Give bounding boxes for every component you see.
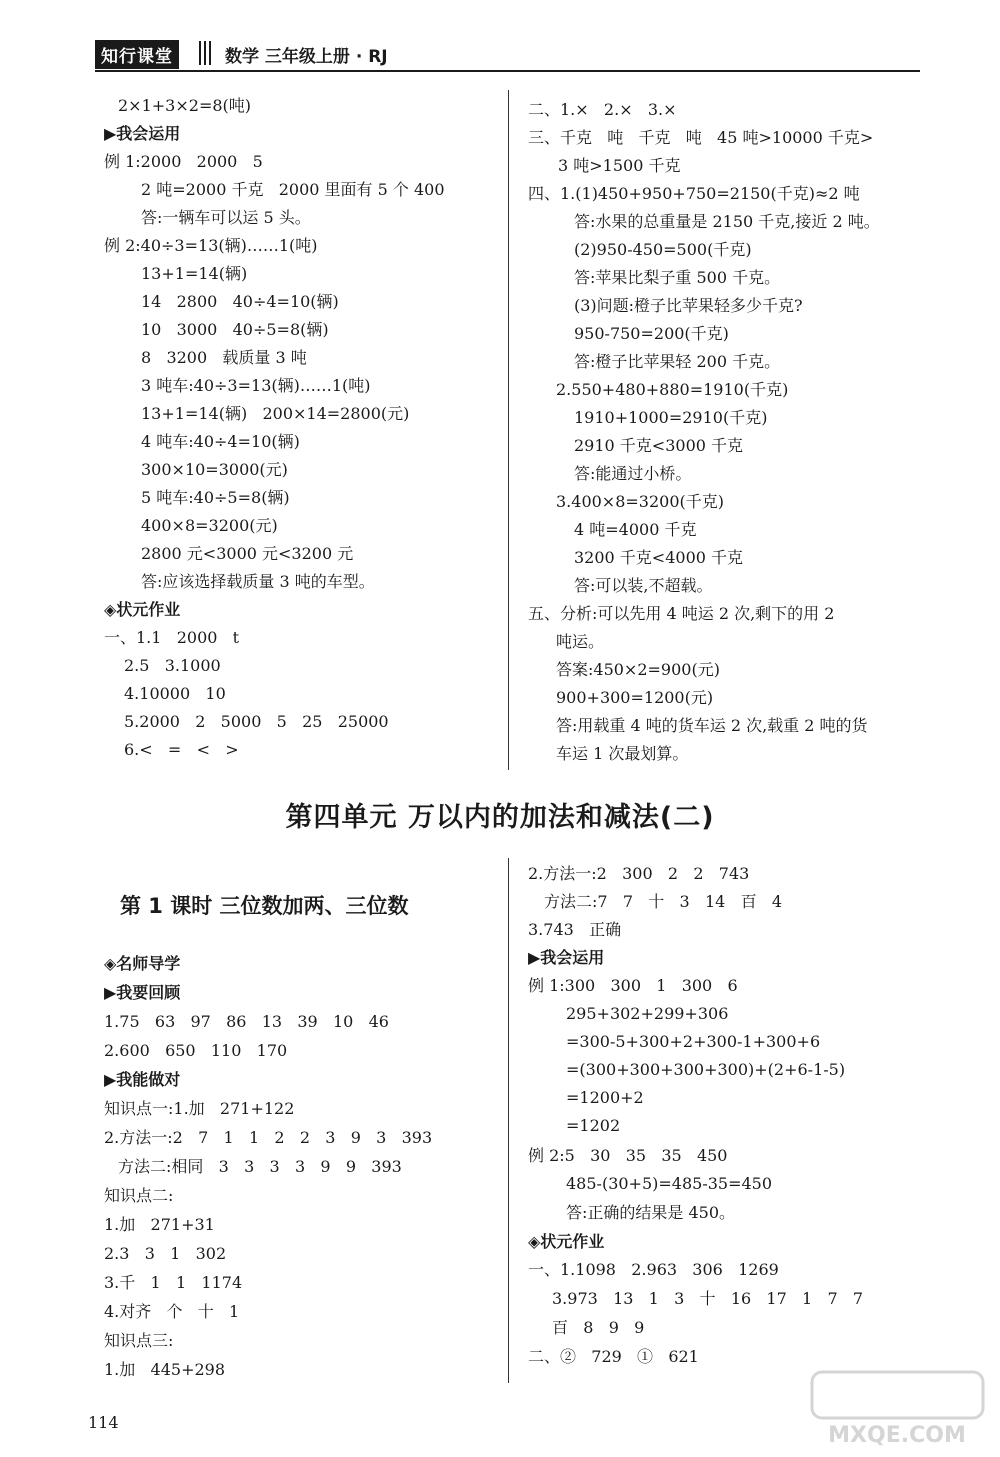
answer-line: 13+1=14(辆) 200×14=2800(元) <box>141 404 410 423</box>
column-divider-top <box>508 90 509 770</box>
answer-line: 1.加 271+31 <box>104 1215 215 1234</box>
answer-line: (3)问题:橙子比苹果轻多少千克? <box>574 296 803 315</box>
answer-line: 10 3000 40÷5=8(辆) <box>141 320 329 339</box>
answer-line: =300-5+300+2+300-1+300+6 <box>566 1032 821 1051</box>
answer-line: 2.3 3 1 302 <box>104 1244 227 1263</box>
answer-line: 一、1.1 2000 t <box>104 628 240 647</box>
section-heading: ◈状元作业 <box>104 600 181 619</box>
answer-line: 6.< = < > <box>124 740 239 759</box>
answer-line: 4.对齐 个 十 1 <box>104 1302 240 1321</box>
answer-line: 3 吨车:40÷3=13(辆)……1(吨) <box>141 376 371 395</box>
answer-line: 5 吨车:40÷5=8(辆) <box>141 488 290 507</box>
answer-line: 答:橙子比苹果轻 200 千克。 <box>574 352 781 371</box>
unit-title: 第四单元 万以内的加法和减法(二) <box>285 802 715 833</box>
answer-line: 二、② 729 ① 621 <box>528 1347 699 1366</box>
section-heading: ▶我会运用 <box>104 124 181 143</box>
answer-line: 方法二:7 7 十 3 14 百 4 <box>544 892 783 911</box>
answer-line: 例 1:2000 2000 5 <box>104 152 263 171</box>
answer-line: 2.550+480+880=1910(千克) <box>556 380 789 399</box>
section-heading: ◈名师导学 <box>104 954 181 973</box>
answer-line: 例 2:40÷3=13(辆)……1(吨) <box>104 236 318 255</box>
brand-logo: 知行课堂 <box>95 40 179 69</box>
answer-line: (2)950-450=500(千克) <box>574 240 752 259</box>
answer-line: 3.千 1 1 1174 <box>104 1273 243 1292</box>
answer-line: 2.方法一:2 7 1 1 2 2 3 9 3 393 <box>104 1128 433 1147</box>
answer-line: 答:应该选择载质量 3 吨的车型。 <box>141 572 375 591</box>
answer-line: 1.75 63 97 86 13 39 10 46 <box>104 1012 389 1031</box>
answer-line: 答:可以装,不超载。 <box>574 576 713 595</box>
answer-line: 二、1.× 2.× 3.× <box>528 100 677 119</box>
answer-line: =1200+2 <box>566 1088 644 1107</box>
answer-line: 例 2:5 30 35 35 450 <box>528 1146 728 1165</box>
answer-line: 四、1.(1)450+950+750=2150(千克)≈2 吨 <box>528 184 860 203</box>
column-divider-bottom <box>508 858 509 1383</box>
answer-line: 知识点三: <box>104 1331 174 1350</box>
answer-line: 2×1+3×2=8(吨) <box>118 96 252 115</box>
answer-line: 方法二:相同 3 3 3 3 9 9 393 <box>118 1157 402 1176</box>
answer-line: 3.400×8=3200(千克) <box>556 492 725 511</box>
answer-line: 4 吨=4000 千克 <box>574 520 697 539</box>
answer-line: 14 2800 40÷4=10(辆) <box>141 292 339 311</box>
answer-line: 答:用载重 4 吨的货车运 2 次,载重 2 吨的货 <box>556 716 868 735</box>
page-number: 114 <box>88 1413 119 1432</box>
answer-line: 吨运。 <box>556 632 605 651</box>
answer-line: 2.5 3.1000 <box>124 656 221 675</box>
answer-line: 2910 千克<3000 千克 <box>574 436 744 455</box>
answer-line: 知识点一:1.加 271+122 <box>104 1099 295 1118</box>
answer-line: 300×10=3000(元) <box>141 460 288 479</box>
lesson-title: 第 1 课时 三位数加两、三位数 <box>120 894 409 918</box>
watermark-text: MXQE.COM <box>828 1423 966 1448</box>
answer-line: 五、分析:可以先用 4 吨运 2 次,剩下的用 2 <box>528 604 835 623</box>
answer-line: 车运 1 次最划算。 <box>556 744 689 763</box>
answer-line: 3.743 正确 <box>528 920 622 939</box>
answer-line: 295+302+299+306 <box>566 1004 729 1023</box>
answer-line: 900+300=1200(元) <box>556 688 714 707</box>
answer-line: 1910+1000=2910(千克) <box>574 408 768 427</box>
watermark-logo <box>810 1370 985 1450</box>
section-heading: ▶我会运用 <box>528 948 605 967</box>
answer-line: 400×8=3200(元) <box>141 516 278 535</box>
answer-line: 例 1:300 300 1 300 6 <box>528 976 738 995</box>
answer-line: 3.973 13 1 3 十 16 17 1 7 7 <box>552 1289 864 1308</box>
answer-line: 2 吨=2000 千克 2000 里面有 5 个 400 <box>141 180 445 199</box>
section-heading: ◈状元作业 <box>528 1232 605 1251</box>
page-header <box>95 36 920 72</box>
answer-line: 3 吨>1500 千克 <box>558 156 681 175</box>
header-rule <box>95 70 920 72</box>
answer-line: 1.加 445+298 <box>104 1360 226 1379</box>
answer-line: 485-(30+5)=485-35=450 <box>566 1174 773 1193</box>
answer-line: =1202 <box>566 1116 621 1135</box>
answer-line: 2.方法一:2 300 2 2 743 <box>528 864 750 883</box>
answer-line: 知识点二: <box>104 1186 174 1205</box>
section-heading: ▶我能做对 <box>104 1070 181 1089</box>
answer-line: 三、千克 吨 千克 吨 45 吨>10000 千克> <box>528 128 874 147</box>
answer-line: 答:一辆车可以运 5 头。 <box>141 208 311 227</box>
answer-line: 4 吨车:40÷4=10(辆) <box>141 432 300 451</box>
book-subject: 数学 三年级上册 · RJ <box>225 47 388 67</box>
answer-line: =(300+300+300+300)+(2+6-1-5) <box>566 1060 846 1079</box>
answer-line: 8 3200 载质量 3 吨 <box>141 348 307 367</box>
divider-bars <box>199 41 215 65</box>
answer-line: 答:苹果比梨子重 500 千克。 <box>574 268 781 287</box>
answer-line: 一、1.1098 2.963 306 1269 <box>528 1260 779 1279</box>
answer-line: 答案:450×2=900(元) <box>556 660 720 679</box>
answer-line: 13+1=14(辆) <box>141 264 248 283</box>
answer-line: 答:水果的总重量是 2150 千克,接近 2 吨。 <box>574 212 880 231</box>
answer-line: 950-750=200(千克) <box>574 324 729 343</box>
answer-line: 4.10000 10 <box>124 684 226 703</box>
answer-line: 答:能通过小桥。 <box>574 464 692 483</box>
section-heading: ▶我要回顾 <box>104 983 181 1002</box>
answer-line: 答:正确的结果是 450。 <box>566 1203 736 1222</box>
answer-line: 百 8 9 9 <box>552 1318 645 1337</box>
answer-line: 3200 千克<4000 千克 <box>574 548 744 567</box>
answer-line: 2.600 650 110 170 <box>104 1041 288 1060</box>
answer-line: 5.2000 2 5000 5 25 25000 <box>124 712 389 731</box>
answer-line: 2800 元<3000 元<3200 元 <box>141 544 354 563</box>
